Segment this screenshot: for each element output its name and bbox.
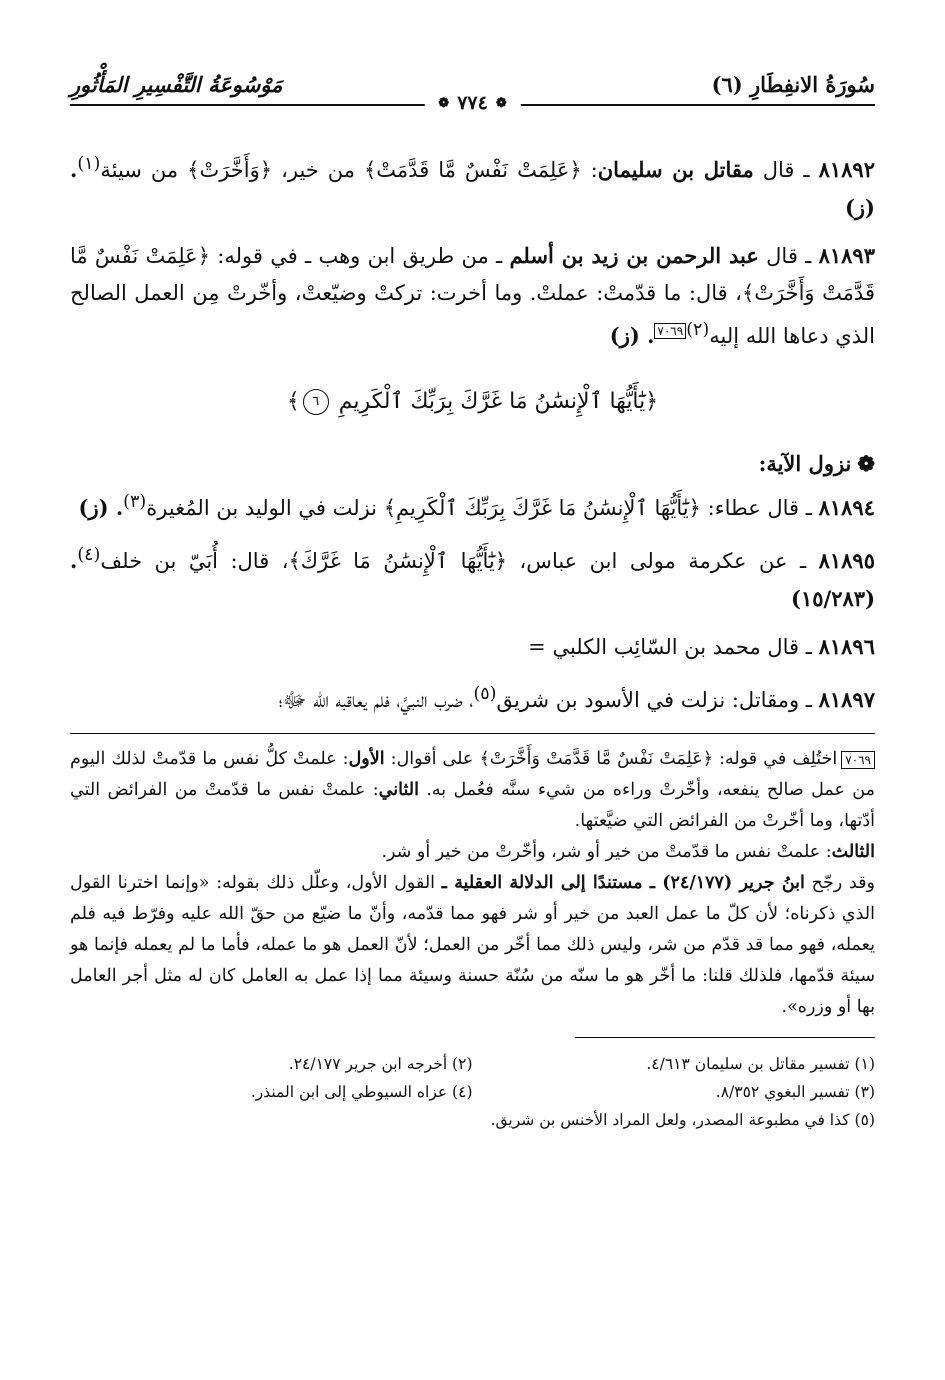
entry-81896 (70, 628, 875, 666)
entry-number: ٨١٨٩٥ (818, 548, 875, 573)
footnote: (٣) تفسير البغوي ٨/٣٥٢. (715, 1083, 875, 1101)
footnote-marker: (٣) (123, 492, 147, 512)
quran-quote: ﴿عَلِمَتْ نَفْسٌ مَّا قَدَّمَتْ وَأَخَّرَتْ﴾ (70, 244, 875, 305)
section-heading (70, 451, 875, 476)
commentary-note (70, 744, 875, 1023)
entry-text: : (581, 158, 598, 182)
page-number: ٧٧٤ (457, 92, 488, 114)
footnote: (٢) أخرجه ابن جرير ٢٤/١٧٧. (288, 1055, 473, 1073)
source-ref: . (١٥/٢٨٣) (70, 548, 875, 611)
entry-text: ، قال: أُبَيّ بن خلف (100, 549, 289, 573)
footnote-marker: (٥) (473, 684, 497, 704)
entry-81894 (70, 484, 875, 527)
entry-text: من خير، (272, 158, 364, 182)
page-number-block (424, 92, 520, 114)
opinion-label: الثالث (831, 842, 875, 862)
entry-number: ٨١٨٩٦ (818, 634, 875, 659)
note-text: : علمتْ كلُّ نفس ما قدّمتْ لذلك اليوم من عمل صالح ينفعه، وأخّرتْ وراءه من شيء سنَّه فعُمل به. (70, 749, 875, 800)
entry-text: ـ قال محمد بن السّائِب الكلبي = (528, 635, 819, 659)
quran-quote: ﴿يَٰٓأَيُّهَا ٱلْإِنسَٰنُ مَا غَرَّكَ﴾ (288, 549, 508, 573)
entry-text: ـ قال (758, 244, 819, 268)
entry-text: ، قال: ما قدّمتْ: عملتْ. وما أخرت: تركتْ وضيّعتْ، وأخّرتْ مِن العمل الصالح الذي دعاها الله إليه (70, 281, 875, 348)
entry-number: ٨١٨٩٢ (818, 157, 875, 182)
flower-icon: ❁ (857, 451, 875, 476)
note-text: وقد رجّح (804, 873, 876, 893)
quran-quote: ﴿يَٰٓأَيُّهَا ٱلْإِنسَٰنُ مَا غَرَّكَ بِرَبِّكَ ٱلْكَرِيمِ﴾ (383, 496, 701, 520)
ayah-number: ٦ (303, 389, 329, 415)
footnote: (٤) عزاه السيوطي إلى ابن المنذر. (250, 1083, 473, 1101)
note-divider (70, 733, 875, 734)
entry-text: ـ ومقاتل: نزلت في الأسود بن شريق (496, 688, 819, 712)
entry-81897 (70, 676, 875, 719)
entry-81893 (70, 237, 875, 355)
entry-text: ـ عن عكرمة مولى ابن عباس، (507, 549, 819, 573)
book-title: مَوْسُوعَةُ التَّفْسِيرِ المَأْثُورِ (70, 72, 283, 97)
entry-number: ٨١٨٩٧ (818, 687, 875, 712)
ayah-bracket: ﴾ (286, 389, 300, 414)
quran-quote: ﴿عَلِمَتْ نَفْسٌ مَّا قَدَّمَتْ﴾ (364, 158, 582, 182)
source-ref: . (ز) (78, 495, 124, 520)
entry-number: ٨١٨٩٣ (818, 243, 875, 268)
footnote-marker: (٢) (686, 320, 710, 340)
note-text: : علمتْ نفس ما قدّمتْ من الفرائض التي أدّتها، وما أخّرتْ من الفرائض التي ضيَّعتها. (70, 780, 875, 831)
quran-quote: ﴿عَلِمَتْ نَفْسٌ مَّا قَدَّمَتْ وَأَخَّرَتْ﴾ (479, 749, 714, 769)
entry-text: ـ من طريق ابن وهب ـ في قوله: (210, 244, 510, 268)
note-text: على أقوال: (384, 749, 480, 769)
main-text (70, 146, 875, 1134)
note-text: : علمتْ نفس ما قدّمتْ من خير أو شر، وأخّرتْ من خير أو شر. (381, 842, 832, 862)
footnote: (١) تفسير مقاتل بن سليمان ٤/٦١٣. (646, 1055, 875, 1073)
entry-number: ٨١٨٩٤ (818, 495, 875, 520)
footnotes (70, 1050, 875, 1134)
footnote-marker: (١) (77, 154, 101, 174)
opinion-label: الأول (348, 749, 385, 769)
source-ref: . (ز) (609, 323, 655, 348)
ornament-icon: ❁ (495, 95, 507, 111)
footnote: (٥) كذا في مطبوعة المصدر، ولعل المراد الأخنس بن شريق. (490, 1111, 875, 1129)
narrator-name: مقاتل بن سليمان (597, 157, 754, 182)
entry-81895 (70, 537, 875, 618)
footnote-divider (575, 1037, 875, 1038)
narrator-name: عبد الرحمن بن زيد بن أسلم (509, 243, 759, 268)
note-text: اختُلِف في قوله: (713, 749, 838, 769)
opinion-label: الثاني (378, 780, 419, 800)
quran-quote: ﴿وَأَخَّرَتْ﴾ (187, 158, 273, 182)
note-emphasis: ابنُ جرير (٢٤/١٧٧) ـ مستندًا إلى الدلالة العقلية ـ (441, 873, 805, 893)
note-box-ref: ٧٠٦٩ (841, 751, 875, 769)
ayah-heading (70, 389, 875, 415)
surah-title: سُورَةُ الانفِطَارِ (٦) (711, 72, 875, 97)
ornament-icon: ❁ (438, 95, 450, 111)
note-text: القول الأول، وعلّل ذلك بقوله: «وإنما اخترنا القول الذي ذكرناه؛ لأن كلّ ما عمل العبد من خير أو شر فهو مما قدّمه، وأنّ ما ضيّع من حقّ الله عليه وفرّط فيه فلم يعمله، فهو مما قد قدّم من شر، وليس ذلك مما أخّر من العمل؛ لأنّ العمل هو ما عمله، فأما ما لم يعمله فإنما هو سيئة قدّمها، فلذلك قلنا: ما أخّر هو ما سنّه من سُنّة حسنة وسيئة مما إذا عمل به العامل كان له مثل أجر العامل بها أو وزره». (70, 873, 875, 1017)
running-header (70, 52, 875, 114)
ayah-text: ﴿يَٰٓأَيُّهَا ٱلْإِنسَٰنُ مَا غَرَّكَ بِرَبِّكَ ٱلْكَرِيمِ (338, 389, 659, 414)
footnote-marker: (٤) (77, 545, 101, 565)
entry-text: ، ضرب النبيَّ، فلم يعاقبه الله ﷻ؛ (278, 688, 474, 712)
source-ref: . (ز) (70, 157, 875, 220)
note-box-ref: ٧٠٦٩ (654, 323, 686, 339)
entry-81892 (70, 146, 875, 227)
entry-text: ـ قال (753, 158, 819, 182)
entry-text: ـ قال عطاء: (700, 496, 819, 520)
entry-text: نزلت في الوليد بن المُغيرة (146, 496, 384, 520)
page (70, 52, 875, 1352)
section-title: نزول الآية: (758, 451, 852, 476)
entry-text: من سيئة (100, 158, 188, 182)
